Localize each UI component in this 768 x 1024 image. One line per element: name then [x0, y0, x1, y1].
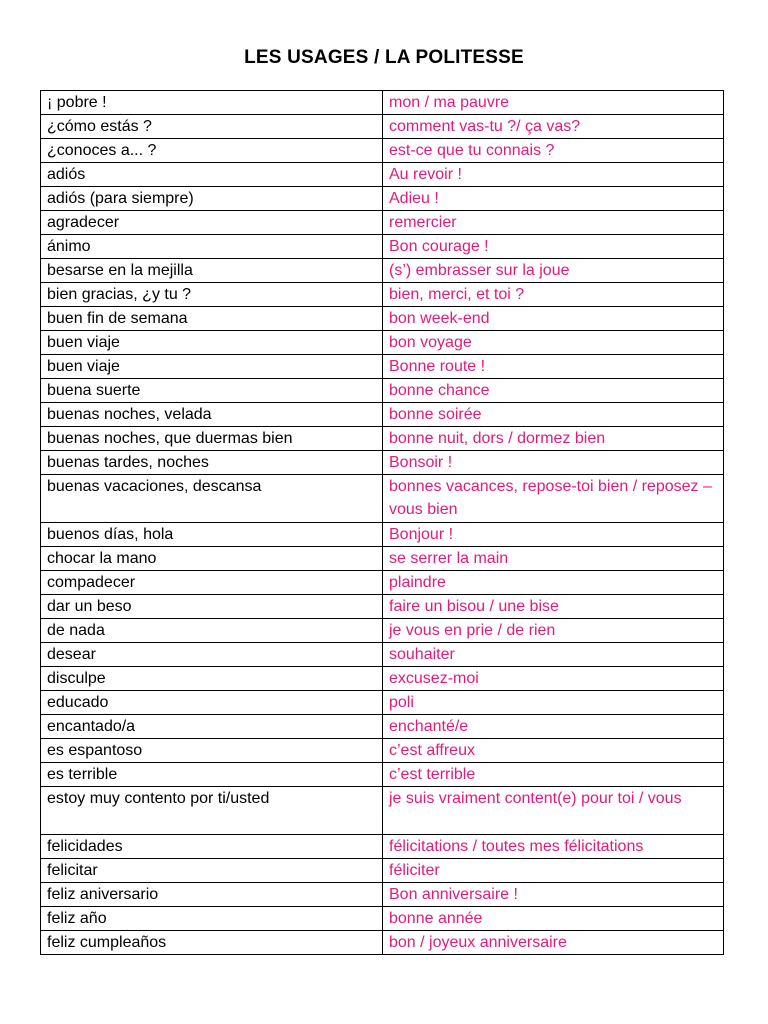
spanish-term: agradecer [41, 211, 383, 235]
table-row [41, 355, 724, 379]
french-translation: bonne chance [383, 379, 724, 403]
spanish-term: ánimo [41, 235, 383, 259]
french-translation: Bon courage ! [383, 235, 724, 259]
table-row [41, 331, 724, 355]
spanish-term: de nada [41, 619, 383, 643]
french-translation: Bonsoir ! [383, 451, 724, 475]
table-row [41, 139, 724, 163]
french-translation: bonne soirée [383, 403, 724, 427]
spanish-term: buena suerte [41, 379, 383, 403]
french-translation: bon week-end [383, 307, 724, 331]
french-translation: remercier [383, 211, 724, 235]
table-row [41, 835, 724, 859]
table-row [41, 451, 724, 475]
table-row [41, 475, 724, 523]
table-row [41, 643, 724, 667]
french-translation: comment vas-tu ?/ ça vas? [383, 115, 724, 139]
french-translation: faire un bisou / une bise [383, 595, 724, 619]
spanish-term: buenos días, hola [41, 523, 383, 547]
french-translation: c’est terrible [383, 763, 724, 787]
french-translation: est-ce que tu connais ? [383, 139, 724, 163]
french-translation: (s’) embrasser sur la joue [383, 259, 724, 283]
spanish-term: encantado/a [41, 715, 383, 739]
table-row [41, 715, 724, 739]
spanish-term: estoy muy contento por ti/usted [41, 787, 383, 835]
spanish-term: adiós [41, 163, 383, 187]
table-row [41, 859, 724, 883]
spanish-term: ¿cómo estás ? [41, 115, 383, 139]
french-translation: Adieu ! [383, 187, 724, 211]
table-row [41, 667, 724, 691]
spanish-term: buenas vacaciones, descansa [41, 475, 383, 523]
table-row [41, 739, 724, 763]
spanish-term: desear [41, 643, 383, 667]
spanish-term: educado [41, 691, 383, 715]
french-translation: Bonne route ! [383, 355, 724, 379]
table-row [41, 595, 724, 619]
table-row [41, 763, 724, 787]
table-row [41, 163, 724, 187]
table-row [41, 571, 724, 595]
table-row [41, 907, 724, 931]
french-translation: Au revoir ! [383, 163, 724, 187]
table-row [41, 403, 724, 427]
spanish-term: es terrible [41, 763, 383, 787]
spanish-term: feliz aniversario [41, 883, 383, 907]
table-row [41, 307, 724, 331]
vocabulary-table-body [41, 91, 724, 955]
french-translation: je vous en prie / de rien [383, 619, 724, 643]
french-translation: enchanté/e [383, 715, 724, 739]
spanish-term: adiós (para siempre) [41, 187, 383, 211]
spanish-term: buenas noches, que duermas bien [41, 427, 383, 451]
french-translation: bonnes vacances, repose-toi bien / reposez – vous bien [383, 475, 724, 523]
page-title: LES USAGES / LA POLITESSE [244, 47, 524, 68]
table-row [41, 427, 724, 451]
table-row [41, 931, 724, 955]
french-translation: se serrer la main [383, 547, 724, 571]
table-row [41, 691, 724, 715]
spanish-term: buen fin de semana [41, 307, 383, 331]
spanish-term: felicitar [41, 859, 383, 883]
spanish-term: ¡ pobre ! [41, 91, 383, 115]
french-translation: poli [383, 691, 724, 715]
spanish-term: felicidades [41, 835, 383, 859]
french-translation: bonne année [383, 907, 724, 931]
spanish-term: dar un beso [41, 595, 383, 619]
french-translation: félicitations / toutes mes félicitations [383, 835, 724, 859]
table-row [41, 523, 724, 547]
french-translation: féliciter [383, 859, 724, 883]
table-row [41, 187, 724, 211]
table-row [41, 211, 724, 235]
french-translation: excusez-moi [383, 667, 724, 691]
spanish-term: buen viaje [41, 355, 383, 379]
french-translation: plaindre [383, 571, 724, 595]
table-row [41, 619, 724, 643]
spanish-term: feliz cumpleaños [41, 931, 383, 955]
french-translation: Bonjour ! [383, 523, 724, 547]
spanish-term: compadecer [41, 571, 383, 595]
spanish-term: ¿conoces a... ? [41, 139, 383, 163]
table-row [41, 91, 724, 115]
table-row [41, 235, 724, 259]
spanish-term: chocar la mano [41, 547, 383, 571]
french-translation: Bon anniversaire ! [383, 883, 724, 907]
spanish-term: buen viaje [41, 331, 383, 355]
spanish-term: disculpe [41, 667, 383, 691]
table-row [41, 883, 724, 907]
table-row [41, 547, 724, 571]
french-translation: je suis vraiment content(e) pour toi / vous [383, 787, 724, 835]
spanish-term: es espantoso [41, 739, 383, 763]
spanish-term: buenas noches, velada [41, 403, 383, 427]
table-row [41, 787, 724, 835]
french-translation: bon / joyeux anniversaire [383, 931, 724, 955]
table-row [41, 115, 724, 139]
french-translation: c’est affreux [383, 739, 724, 763]
table-row [41, 283, 724, 307]
spanish-term: buenas tardes, noches [41, 451, 383, 475]
spanish-term: besarse en la mejilla [41, 259, 383, 283]
french-translation: bonne nuit, dors / dormez bien [383, 427, 724, 451]
spanish-term: feliz año [41, 907, 383, 931]
french-translation: bon voyage [383, 331, 724, 355]
table-row [41, 379, 724, 403]
french-translation: bien, merci, et toi ? [383, 283, 724, 307]
spanish-term: bien gracias, ¿y tu ? [41, 283, 383, 307]
table-row [41, 259, 724, 283]
french-translation: souhaiter [383, 643, 724, 667]
vocabulary-table [40, 90, 724, 955]
french-translation: mon / ma pauvre [383, 91, 724, 115]
